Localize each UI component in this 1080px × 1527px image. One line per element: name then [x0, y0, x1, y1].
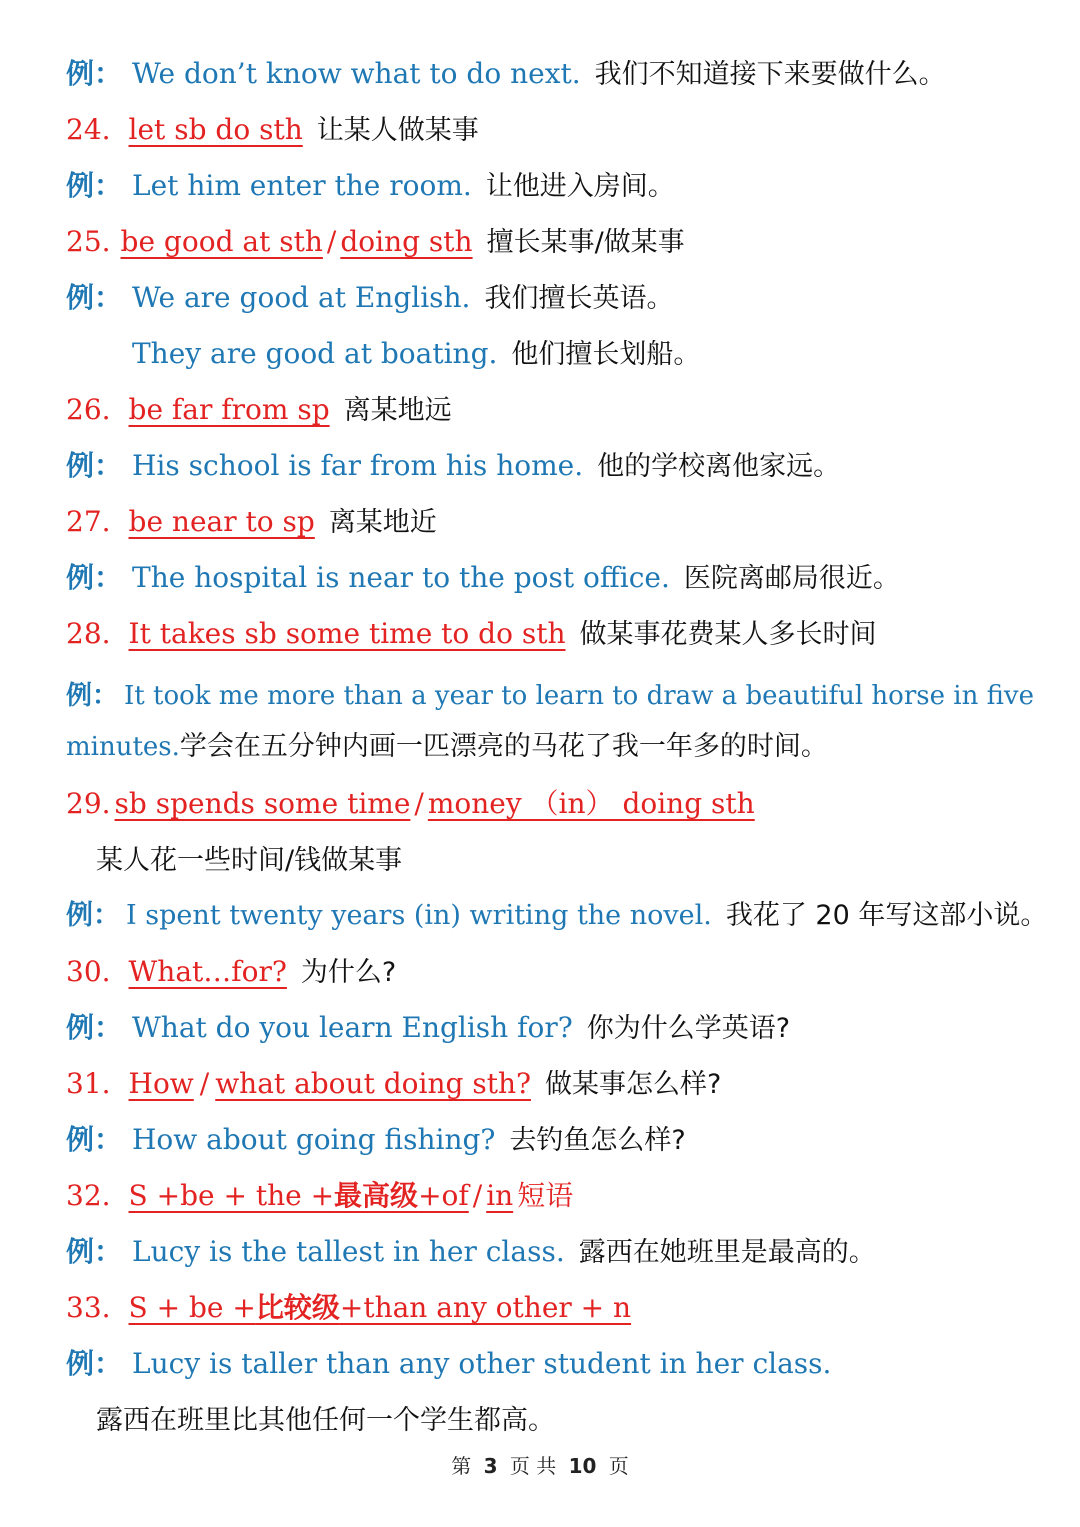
- phrase-meaning: 离某地近: [328, 507, 437, 538]
- example-english-continued: minutes.: [66, 732, 180, 762]
- example-chinese: 露西在班里比其他任何一个学生都高。: [96, 1405, 555, 1436]
- phrase-meaning: 为什么?: [300, 957, 397, 988]
- phrase-pattern-suffix: 短语: [517, 1179, 574, 1212]
- example-row: [132, 336, 700, 373]
- example-chinese: 让他进入房间。: [485, 171, 675, 202]
- example-chinese: 他们擅长划船。: [511, 339, 701, 370]
- current-page-number: 3: [483, 1454, 498, 1478]
- example-english: We are good at English.: [132, 281, 471, 314]
- phrase-number: 32.: [66, 1179, 111, 1212]
- phrase-pattern-comparative: 比较级: [255, 1291, 340, 1324]
- example-english: Lucy is the tallest in her class.: [132, 1235, 565, 1268]
- example-english: Let him enter the room.: [132, 169, 472, 202]
- example-chinese: 去钓鱼怎么样?: [509, 1125, 686, 1156]
- example-row-continued: [66, 729, 828, 765]
- example-english: What do you learn English for?: [132, 1011, 573, 1044]
- example-row: [66, 280, 673, 317]
- example-chinese: 他的学校离他家远。: [597, 451, 841, 482]
- phrase-separator: /: [326, 225, 337, 258]
- phrase-row-25: [66, 224, 685, 261]
- footer-prefix: 第: [451, 1454, 472, 1478]
- footer-suffix: 页: [608, 1454, 629, 1478]
- example-english: The hospital is near to the post office.: [132, 561, 670, 594]
- phrase-separator: /: [199, 1067, 210, 1100]
- example-label: 例：: [66, 57, 123, 90]
- phrase-pattern-a: How: [128, 1067, 194, 1100]
- phrase-number: 27.: [66, 505, 111, 538]
- phrase-separator: /: [414, 787, 424, 820]
- example-row: [66, 1010, 790, 1047]
- example-english: Lucy is taller than any other student in her class.: [132, 1347, 832, 1380]
- phrase-row-28: [66, 616, 877, 653]
- example-label: 例：: [66, 449, 123, 482]
- phrase-row-33: [66, 1290, 631, 1326]
- example-label: 例：: [66, 681, 119, 711]
- phrase-pattern: It takes sb some time to do sth: [128, 617, 566, 650]
- example-row: [66, 168, 675, 205]
- example-english: It took me more than a year to learn to draw a beautiful horse in five: [124, 681, 1034, 711]
- phrase-pattern-part: S + be +: [128, 1291, 256, 1324]
- example-label: 例：: [66, 900, 120, 931]
- example-label: 例：: [66, 169, 123, 202]
- example-english: They are good at boating.: [132, 337, 498, 370]
- example-chinese-row: [96, 1402, 555, 1439]
- phrase-number: 30.: [66, 955, 111, 988]
- example-english: His school is far from his home.: [132, 449, 584, 482]
- phrase-meaning: 某人花一些时间/钱做某事: [96, 845, 403, 876]
- phrase-pattern-part: in: [486, 1179, 514, 1212]
- phrase-number: 24.: [66, 113, 111, 146]
- phrase-pattern-a: sb spends some time: [114, 787, 411, 820]
- phrase-meaning: 让某人做某事: [316, 115, 479, 146]
- example-chinese: 露西在她班里是最高的。: [578, 1237, 876, 1268]
- phrase-pattern-b: what about doing sth?: [215, 1067, 531, 1100]
- phrase-pattern-part: S +be + the +: [128, 1179, 335, 1212]
- phrase-row-29: [66, 786, 755, 822]
- example-english: I spent twenty years (in) writing the novel.: [126, 900, 712, 931]
- example-label: 例：: [66, 561, 123, 594]
- footer-middle: 页 共: [509, 1454, 557, 1478]
- example-english: We don’t know what to do next.: [132, 57, 581, 90]
- phrase-pattern-superlative: 最高级: [334, 1179, 419, 1212]
- example-label: 例：: [66, 1123, 123, 1156]
- example-label: 例：: [66, 1235, 123, 1268]
- example-label: 例：: [66, 1347, 123, 1380]
- phrase-meaning-row: [96, 842, 402, 879]
- phrase-number: 31.: [66, 1067, 111, 1100]
- example-chinese: 你为什么学英语?: [586, 1013, 791, 1044]
- phrase-row-24: [66, 112, 479, 149]
- phrase-row-26: [66, 392, 452, 429]
- phrase-meaning: 擅长某事/做某事: [486, 227, 685, 258]
- phrase-number: 29.: [66, 787, 111, 820]
- phrase-pattern-part: +than any other + n: [339, 1291, 632, 1324]
- example-english: How about going fishing?: [132, 1123, 496, 1156]
- example-label: 例：: [66, 281, 123, 314]
- phrase-pattern-a: be good at sth: [120, 225, 323, 258]
- phrase-pattern-b: money （in） doing sth: [427, 787, 755, 820]
- phrase-separator: /: [472, 1179, 483, 1212]
- example-row: [66, 1122, 686, 1159]
- phrase-meaning: 离某地远: [343, 395, 452, 426]
- total-page-count: 10: [568, 1454, 597, 1478]
- example-row: [66, 1234, 876, 1271]
- phrase-meaning: 做某事怎么样?: [544, 1069, 722, 1100]
- example-row: [66, 1346, 831, 1382]
- example-row: [66, 678, 1034, 714]
- phrase-pattern: What…for?: [128, 955, 287, 988]
- phrase-row-30: [66, 954, 396, 991]
- phrase-pattern: be far from sp: [128, 393, 330, 426]
- page-footer: [0, 1450, 1080, 1479]
- phrase-number: 33.: [66, 1291, 111, 1324]
- example-row: [66, 560, 900, 597]
- phrase-pattern-part: +of: [418, 1179, 469, 1212]
- phrase-row-27: [66, 504, 437, 541]
- phrase-meaning: 做某事花费某人多长时间: [579, 619, 877, 650]
- phrase-row-31: [66, 1066, 721, 1103]
- phrase-row-32: [66, 1178, 573, 1214]
- example-row: [66, 448, 840, 485]
- phrase-number: 28.: [66, 617, 111, 650]
- phrase-number: 26.: [66, 393, 111, 426]
- example-row: [66, 898, 1047, 934]
- example-chinese: 我们擅长英语。: [484, 283, 674, 314]
- phrase-number: 25.: [66, 225, 111, 258]
- phrase-pattern-b: doing sth: [340, 225, 473, 258]
- phrase-pattern: let sb do sth: [128, 113, 303, 146]
- example-row: [66, 56, 946, 93]
- example-label: 例：: [66, 1011, 123, 1044]
- example-chinese: 医院离邮局很近。: [683, 563, 900, 594]
- example-chinese: 我花了 20 年写这部小说。: [725, 900, 1048, 931]
- example-chinese: 学会在五分钟内画一匹漂亮的马花了我一年多的时间。: [179, 731, 828, 762]
- phrase-pattern: be near to sp: [128, 505, 315, 538]
- example-chinese: 我们不知道接下来要做什么。: [594, 59, 946, 90]
